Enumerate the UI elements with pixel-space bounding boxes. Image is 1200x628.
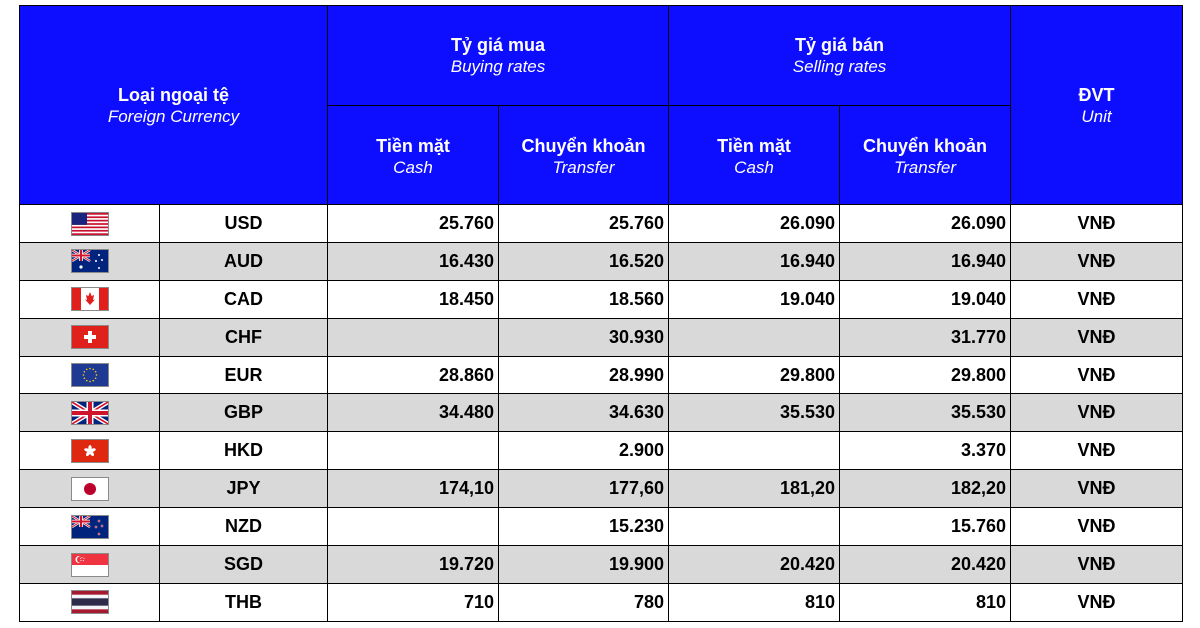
buy-cash-value: [328, 432, 499, 470]
flag-cell: [20, 432, 160, 470]
currency-code: CHF: [160, 318, 328, 356]
sell-transfer-value: 29.800: [840, 356, 1011, 394]
sell-cash-value: 181,20: [669, 470, 840, 508]
buy-transfer-value: 28.990: [499, 356, 669, 394]
unit-value: VNĐ: [1011, 546, 1183, 584]
nz-flag-icon: [72, 516, 108, 538]
buy-transfer-value: 25.760: [499, 205, 669, 243]
header-sell-transfer-vi: Chuyển khoản: [863, 135, 988, 156]
flag-cell: [20, 394, 160, 432]
table-row: [20, 394, 1183, 432]
currency-code: CAD: [160, 280, 328, 318]
flag-cell: [20, 470, 160, 508]
unit-value: VNĐ: [1011, 356, 1183, 394]
sell-cash-value: 20.420: [669, 546, 840, 584]
sell-transfer-value: 19.040: [840, 280, 1011, 318]
header-buy-transfer-en: Transfer: [552, 157, 615, 177]
flag-cell: [20, 356, 160, 394]
buy-cash-value: 34.480: [328, 394, 499, 432]
flag-cell: [20, 508, 160, 546]
unit-value: VNĐ: [1011, 205, 1183, 243]
currency-code: THB: [160, 583, 328, 621]
gb-flag-icon: [72, 402, 108, 424]
sell-transfer-value: 16.940: [840, 242, 1011, 280]
us-flag-icon: [72, 213, 108, 235]
buy-cash-value: 710: [328, 583, 499, 621]
header-buying-vi: Tỷ giá mua: [451, 35, 546, 55]
header-selling-en: Selling rates: [792, 57, 887, 76]
header-buy-cash-en: Cash: [393, 157, 433, 177]
header-currency-en: Foreign Currency: [107, 106, 240, 126]
header-sell-transfer: [840, 106, 1011, 205]
exchange-rate-table: [19, 5, 1183, 622]
sell-cash-value: [669, 432, 840, 470]
buy-transfer-value: 177,60: [499, 470, 669, 508]
sell-cash-value: 16.940: [669, 242, 840, 280]
unit-value: VNĐ: [1011, 470, 1183, 508]
table-row: [20, 205, 1183, 243]
buy-cash-value: 25.760: [328, 205, 499, 243]
header-currency: [20, 6, 328, 205]
flag-cell: [20, 318, 160, 356]
currency-code: AUD: [160, 242, 328, 280]
buy-cash-value: 28.860: [328, 356, 499, 394]
header-sell-transfer-en: Transfer: [893, 157, 957, 177]
currency-code: NZD: [160, 508, 328, 546]
buy-cash-value: 174,10: [328, 470, 499, 508]
sell-cash-value: 26.090: [669, 205, 840, 243]
buy-transfer-value: 16.520: [499, 242, 669, 280]
sell-transfer-value: 810: [840, 583, 1011, 621]
header-buy-transfer-vi: Chuyển khoản: [521, 135, 646, 156]
sell-transfer-value: 35.530: [840, 394, 1011, 432]
flag-cell: [20, 242, 160, 280]
unit-value: VNĐ: [1011, 280, 1183, 318]
sell-cash-value: 35.530: [669, 394, 840, 432]
table-row: [20, 318, 1183, 356]
buy-transfer-value: 18.560: [499, 280, 669, 318]
header-unit-en: Unit: [1081, 106, 1112, 126]
header-sell-cash: [669, 106, 840, 205]
sell-transfer-value: 20.420: [840, 546, 1011, 584]
unit-value: VNĐ: [1011, 394, 1183, 432]
sell-cash-value: 19.040: [669, 280, 840, 318]
flag-cell: [20, 280, 160, 318]
sell-cash-value: 810: [669, 583, 840, 621]
buy-cash-value: 16.430: [328, 242, 499, 280]
currency-code: USD: [160, 205, 328, 243]
currency-code: EUR: [160, 356, 328, 394]
header-selling-vi: Tỷ giá bán: [795, 35, 885, 55]
buy-transfer-value: 30.930: [499, 318, 669, 356]
table-row: [20, 508, 1183, 546]
sell-transfer-value: 3.370: [840, 432, 1011, 470]
currency-code: SGD: [160, 546, 328, 584]
jp-flag-icon: [72, 478, 108, 500]
header-sell-cash-en: Cash: [734, 157, 774, 177]
buy-cash-value: 19.720: [328, 546, 499, 584]
unit-value: VNĐ: [1011, 432, 1183, 470]
buy-transfer-value: 19.900: [499, 546, 669, 584]
sell-cash-value: [669, 508, 840, 546]
table-row: [20, 432, 1183, 470]
buy-transfer-value: 780: [499, 583, 669, 621]
header-buy-cash-vi: Tiền mặt: [376, 135, 450, 156]
au-flag-icon: [72, 250, 108, 272]
table-row: [20, 242, 1183, 280]
sell-transfer-value: 26.090: [840, 205, 1011, 243]
buy-transfer-value: 15.230: [499, 508, 669, 546]
header-buy-transfer: [499, 106, 669, 205]
sell-cash-value: [669, 318, 840, 356]
exchange-rate-table-container: [19, 5, 1182, 622]
eu-flag-icon: [72, 364, 108, 386]
currency-code: HKD: [160, 432, 328, 470]
rate-table-body: [20, 205, 1183, 622]
flag-cell: [20, 205, 160, 243]
buy-cash-value: [328, 318, 499, 356]
currency-code: GBP: [160, 394, 328, 432]
header-currency-vi: Loại ngoại tệ: [118, 84, 230, 105]
header-buy-cash: [328, 106, 499, 205]
flag-cell: [20, 583, 160, 621]
sell-cash-value: 29.800: [669, 356, 840, 394]
table-row: [20, 583, 1183, 621]
sell-transfer-value: 182,20: [840, 470, 1011, 508]
ca-flag-icon: [72, 288, 108, 310]
flag-cell: [20, 546, 160, 584]
table-row: [20, 546, 1183, 584]
unit-value: VNĐ: [1011, 242, 1183, 280]
header-sell-cash-vi: Tiền mặt: [717, 135, 791, 156]
header-unit-vi: ĐVT: [1078, 84, 1115, 105]
sell-transfer-value: 31.770: [840, 318, 1011, 356]
header-buying-en: Buying rates: [450, 57, 546, 76]
ch-flag-icon: [72, 326, 108, 348]
buy-cash-value: [328, 508, 499, 546]
sell-transfer-value: 15.760: [840, 508, 1011, 546]
table-row: [20, 280, 1183, 318]
table-row: [20, 356, 1183, 394]
unit-value: VNĐ: [1011, 583, 1183, 621]
header-buying: [328, 6, 669, 106]
th-flag-icon: [72, 591, 108, 613]
header-selling: [669, 6, 1011, 106]
table-row: [20, 470, 1183, 508]
hk-flag-icon: [72, 440, 108, 462]
unit-value: VNĐ: [1011, 508, 1183, 546]
sg-flag-icon: [72, 554, 108, 576]
buy-transfer-value: 2.900: [499, 432, 669, 470]
buy-cash-value: 18.450: [328, 280, 499, 318]
unit-value: VNĐ: [1011, 318, 1183, 356]
currency-code: JPY: [160, 470, 328, 508]
buy-transfer-value: 34.630: [499, 394, 669, 432]
header-unit: [1011, 6, 1183, 205]
